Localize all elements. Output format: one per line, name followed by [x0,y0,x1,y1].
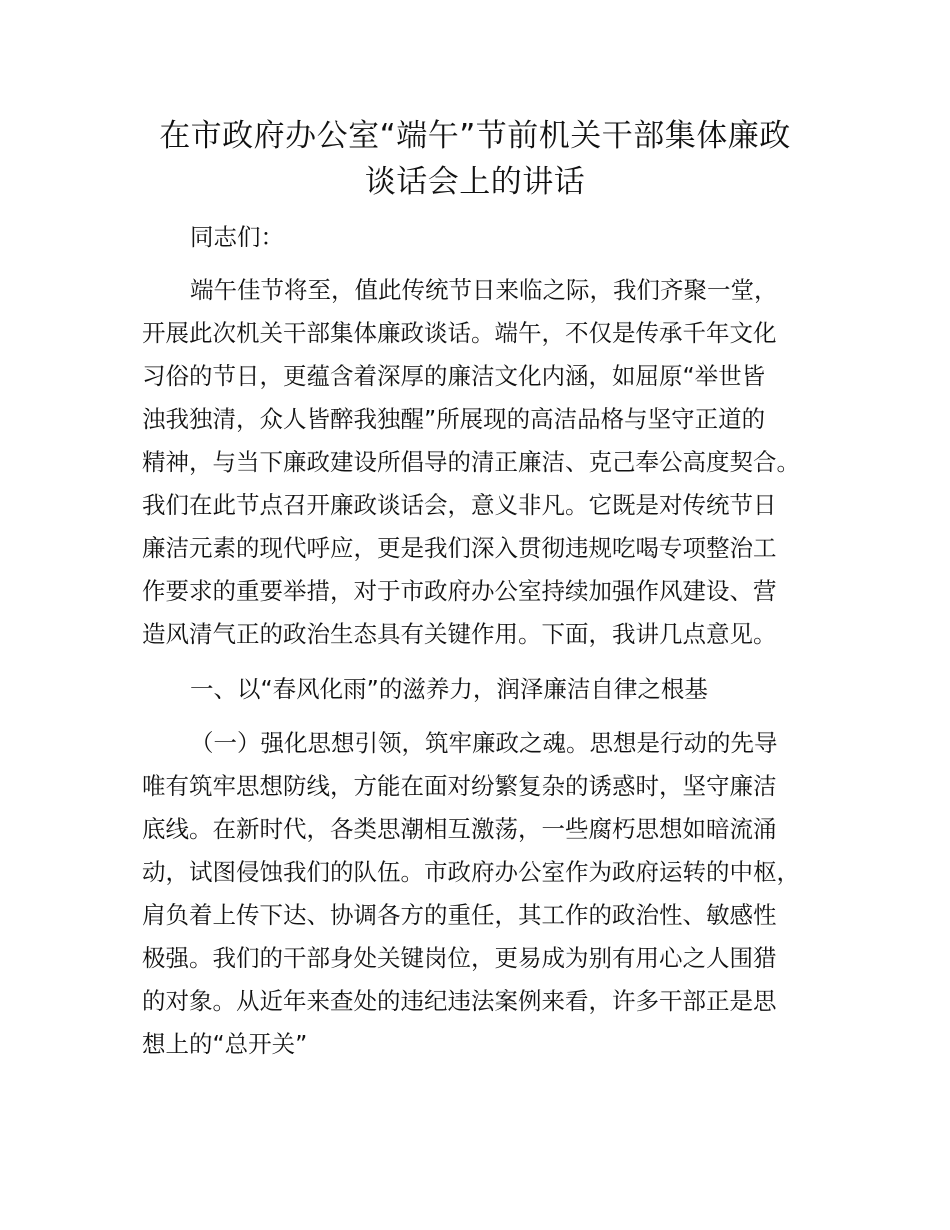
paragraph-line: 端午佳节将至，值此传统节日来临之际，我们齐聚一堂， [190,276,778,304]
paragraph-line: 我们在此节点召开廉政谈话会，意义非凡。它既是对传统节日 [142,491,777,519]
paragraph-line: 作要求的重要举措，对于市政府办公室持续加强作风建设、营 [142,577,777,605]
paragraph-line: 开展此次机关干部集体廉政谈话。端午，不仅是传承千年文化 [142,319,777,347]
document-title-line-1: 在市政府办公室“端午”节前机关干部集体廉政 [159,118,791,154]
section-heading: 一、以“春风化雨”的滋养力，润泽廉洁自律之根基 [190,675,708,703]
paragraph-line: 廉洁元素的现代呼应，更是我们深入贯彻违规吃喝专项整治工 [142,534,777,562]
paragraph-line: 的对象。从近年来查处的违纪违法案例来看，许多干部正是思 [142,987,777,1015]
paragraph-line: 动，试图侵蚀我们的队伍。市政府办公室作为政府运转的中枢， [142,858,800,886]
paragraph-line: 底线。在新时代，各类思潮相互激荡，一些腐朽思想如暗流涌 [142,815,777,843]
paragraph-line: 习俗的节日，更蕴含着深厚的廉洁文化内涵，如屈原“举世皆 [142,362,766,390]
paragraph-line: 肩负着上传下达、协调各方的重任，其工作的政治性、敏感性 [142,901,777,929]
paragraph-line: （一）强化思想引领，筑牢廉政之魂。思想是行动的先导 [190,729,778,757]
paragraph-line: 精神，与当下廉政建设所倡导的清正廉洁、克己奉公高度契合。 [142,448,800,476]
document-title-line-2: 谈话会上的讲话 [364,164,586,200]
salutation: 同志们： [190,223,284,251]
paragraph-line: 极强。我们的干部身处关键岗位，更易成为别有用心之人围猎 [142,944,777,972]
paragraph-line: 浊我独清，众人皆醉我独醒”所展现的高洁品格与坚守正道的 [142,405,766,433]
paragraph-line: 唯有筑牢思想防线，方能在面对纷繁复杂的诱惑时，坚守廉洁 [142,772,777,800]
paragraph-line: 造风清气正的政治生态具有关键作用。下面，我讲几点意见。 [142,620,777,648]
paragraph-line: 想上的“总开关” [142,1030,308,1058]
